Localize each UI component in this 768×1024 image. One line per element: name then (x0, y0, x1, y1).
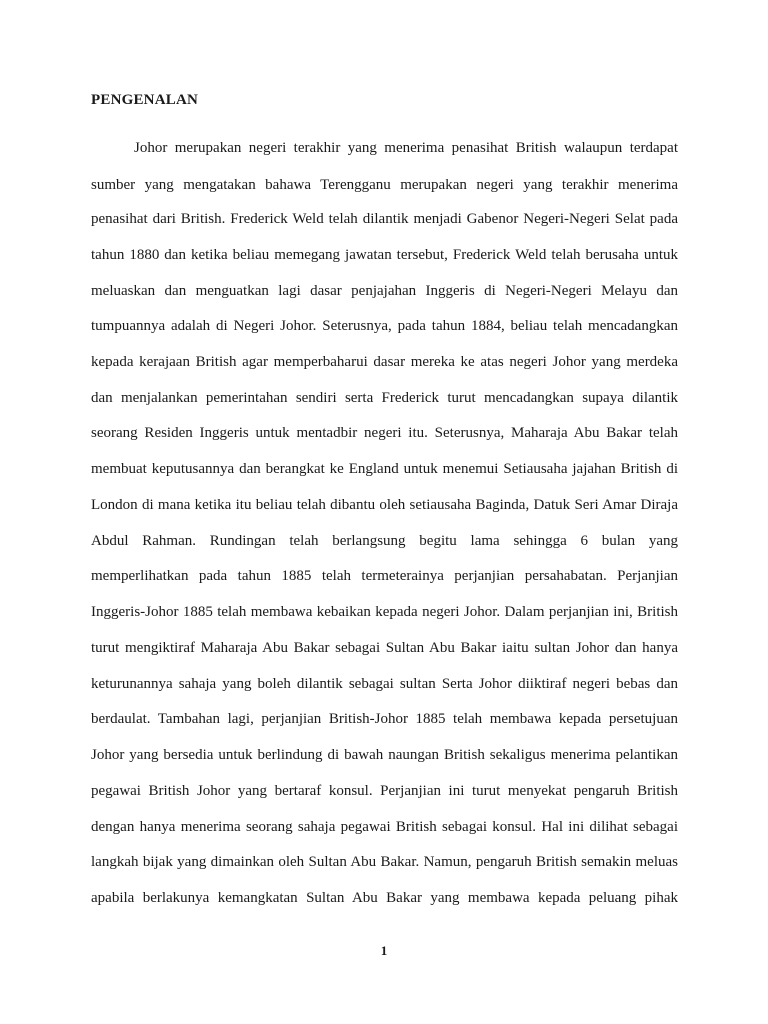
paragraph-line: meluaskan dan menguatkan lagi dasar penjajahan Inggeris di Negeri-Negeri Melayu dan (91, 283, 678, 299)
paragraph-line: seorang Residen Inggeris untuk mentadbir negeri itu. Seterusnya, Maharaja Abu Bakar telah (91, 425, 678, 441)
paragraph-line: dengan hanya menerima seorang sahaja pegawai British sebagai konsul. Hal ini dilihat sebagai (91, 819, 678, 835)
paragraph-line: keturunannya sahaja yang boleh dilantik sebagai sultan Serta Johor diiktiraf negeri bebas dan (91, 676, 678, 692)
paragraph-line: Inggeris-Johor 1885 telah membawa kebaikan kepada negeri Johor. Dalam perjanjian ini, British (91, 604, 678, 620)
paragraph-line: kepada kerajaan British agar memperbaharui dasar mereka ke atas negeri Johor yang merdeka (91, 354, 678, 370)
paragraph-line: memperlihatkan pada tahun 1885 telah termeterainya perjanjian persahabatan. Perjanjian (91, 568, 678, 584)
page-number: 1 (380, 943, 388, 958)
paragraph-line: langkah bijak yang dimainkan oleh Sultan Abu Bakar. Namun, pengaruh British semakin meluas (91, 854, 678, 870)
paragraph-line: dan menjalankan pemerintahan sendiri serta Frederick turut mencadangkan supaya dilantik (91, 390, 678, 406)
paragraph-line: penasihat dari British. Frederick Weld telah dilantik menjadi Gabenor Negeri-Negeri Selat pada (91, 211, 678, 227)
paragraph-line: tumpuannya adalah di Negeri Johor. Seterusnya, pada tahun 1884, beliau telah mencadangkan (91, 318, 678, 334)
paragraph-line: membuat keputusannya dan berangkat ke England untuk menemui Setiausaha jajahan British di (91, 461, 678, 477)
section-heading: PENGENALAN (91, 92, 199, 108)
paragraph-line: tahun 1880 dan ketika beliau memegang jawatan tersebut, Frederick Weld telah berusaha untuk (91, 247, 678, 263)
paragraph-line: turut mengiktiraf Maharaja Abu Bakar sebagai Sultan Abu Bakar iaitu sultan Johor dan hanya (91, 640, 678, 656)
paragraph-line: sumber yang mengatakan bahawa Terengganu merupakan negeri yang terakhir menerima (91, 177, 678, 193)
paragraph-line: London di mana ketika itu beliau telah dibantu oleh setiausaha Baginda, Datuk Seri Amar Diraja (91, 497, 678, 513)
paragraph-line: berdaulat. Tambahan lagi, perjanjian British-Johor 1885 telah membawa kepada persetujuan (91, 711, 678, 727)
paragraph-line: Johor yang bersedia untuk berlindung di bawah naungan British sekaligus menerima pelantikan (91, 747, 678, 763)
paragraph-line: pegawai British Johor yang bertaraf konsul. Perjanjian ini turut menyekat pengaruh British (91, 783, 678, 799)
paragraph-line: Abdul Rahman. Rundingan telah berlangsung begitu lama sehingga 6 bulan yang (91, 533, 678, 549)
paragraph-line: Johor merupakan negeri terakhir yang menerima penasihat British walaupun terdapat (134, 140, 678, 156)
paragraph-line: apabila berlakunya kemangkatan Sultan Abu Bakar yang membawa kepada peluang pihak (91, 890, 678, 906)
